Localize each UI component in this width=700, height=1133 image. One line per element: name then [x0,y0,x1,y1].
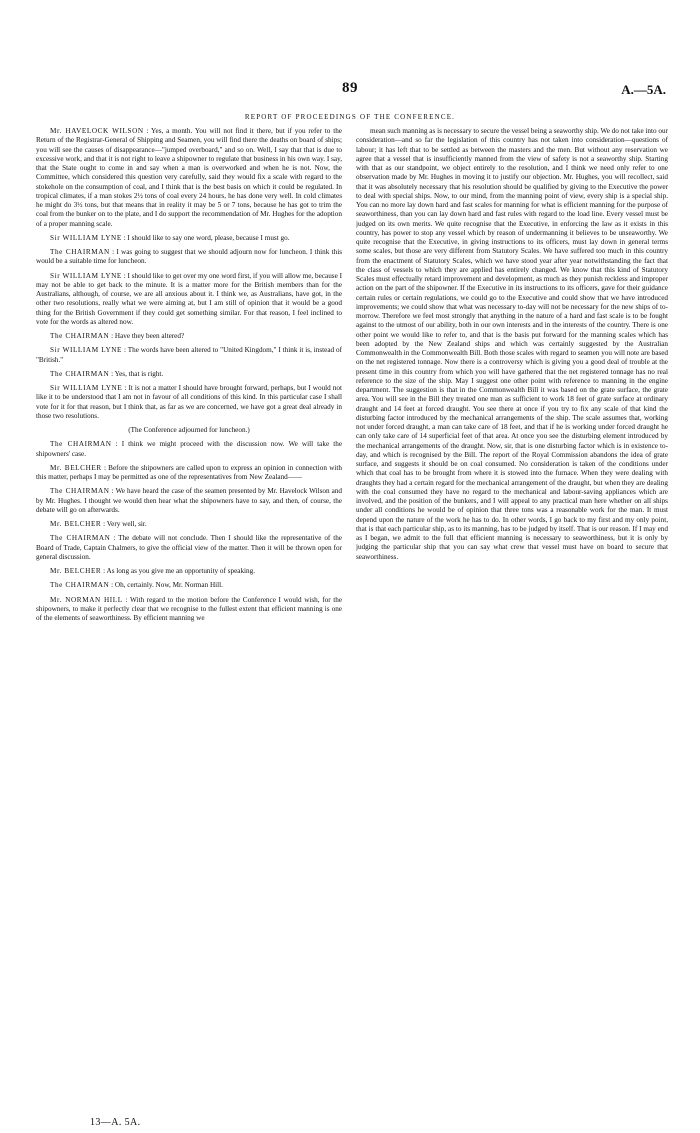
paragraph [36,346,342,365]
paragraph-text: : I was going to suggest that we should adjourn now for luncheon. I think this would be a suitable time for luncheon. [36,248,342,266]
speaker-name: Sir WILLIAM LYNE [50,271,122,280]
paragraph [36,272,342,328]
paragraph-text: : Very well, sir. [103,520,147,528]
speaker-name: Mr. BELCHER [50,463,102,472]
paragraph [36,370,342,379]
paragraph-text: : With regard to the motion before the Conference I would wish, for the shipowners, to make it perfectly clear that we recognise to the fullest extent that efficient manning is one of the elements of seaworthiness. By efficient manning we [36,595,342,622]
speaker-name: Mr. BELCHER [50,520,102,528]
speaker-name: The CHAIRMAN [50,487,110,496]
paragraph [36,384,342,421]
paragraph [36,581,342,590]
speaker-name: Mr. NORMAN HILL [50,595,123,604]
speaker-name: Mr. BELCHER [50,567,102,575]
speaker-name: Mr. HAVELOCK WILSON [50,127,144,135]
paragraph-text: : Have they been altered? [111,332,185,340]
paragraph [36,426,342,435]
speaker-name: The CHAIRMAN [50,534,111,543]
paragraph-text: : I think we might proceed with the discussion now. We will take the shipowners' case. [36,440,342,458]
speaker-name: The CHAIRMAN [50,332,110,340]
speaker-name: The CHAIRMAN [50,369,110,378]
speaker-name: Sir WILLIAM LYNE [50,384,123,392]
paragraph [36,440,342,459]
paragraph [36,487,342,515]
paragraph-text: : The words have been altered to "United Kingdom," I think it is, instead of "British." [36,346,342,364]
paragraph-text: : The debate will not conclude. Then I should like the representative of the Board of Trade, Captain Chalmers, to give the official view of the matter. Then it will be thrown open for general discussion. [36,534,342,561]
paragraph-text: : Oh, certainly. Now, Mr. Norman Hill. [111,581,223,590]
paragraph-text: : It is not a matter I should have brought forward, perhaps, but I would not like it to be understood that I am not in favour of all conditions of this kind. In this particular case I shall vote for it for that reason, but I think that, as far as we are concerned, we have got a great deal already in those two resolutions. [36,384,342,420]
paragraph [36,234,342,243]
paragraph [36,534,342,562]
left-column [36,127,342,1119]
paragraph [36,520,342,529]
paragraph-text: : We have heard the case of the seamen presented by Mr. Havelock Wilson and by Mr. Hughes. I thought we would then hear what the shipowners have to say, and then, of course, the debate will go on afterwards. [36,487,342,514]
speaker-name: The CHAIRMAN [50,248,110,256]
paragraph [36,464,342,483]
paragraph-text: : I should like to say one word, please, because I must go. [123,233,290,242]
speaker-name: Sir WILLIAM LYNE [50,233,122,242]
speaker-name: Sir WILLIAM LYNE [50,346,123,355]
page-number: 89 [342,80,358,96]
paragraph-text: : Yes, a month. You will not find it there, but if you refer to the Return of the Registrar-General of Shipping and Seamen, you will find there the deaths on board of ships; you will see the causes of disappearance—"jumped overboard," and so on. Well, I say that that is due to excessive work, and that it is not right to leave a shipowner to regulate that business in his own way. I say, that the State ought to come in and say when a man is overworked and when he is not. Now, the Committee, which considered this question very carefully, said they would fix a scale with regard to the stokehole on the consumption of coal, and I think that is the best basis on which it could be regulated. In tropical climates, if a man stokes 2½ tons of coal every 24 hours, he has done very well. In cold climates he might do 3½ tons, but that means that in reality it may be 5 or 7 tons, because he has got to trim the coal from the bunker on to the plate, and I do support the recommendation of Mr. Hughes for the adoption of a proper manning scale. [36,127,342,228]
speaker-name: The CHAIRMAN [50,440,112,449]
paragraph-text: mean such manning as is necessary to secure the vessel being a seaworthy ship. We do not take into our consideration—and so far the legislation of this country has not taken into consideration—questions of labour; it has left that to be settled as between the masters and the men. But without any reservation we agree that a vessel that is insufficiently manned from the view of safety is not a seaworthy ship. Starting with that as our standpoint, we object entirely to the resolution, and I think we need only refer to one observation made by Mr. Hughes in moving it to justify our objection. Mr. Hughes, you will recollect, said that it was absolutely necessary that his resolution should be qualified by giving to the Executive the power to deal with special ships. Now, to our mind, from the manning point of view, every ship is a special ship. You can no more lay down hard and fast scales for manning for what is efficient manning for the purpose of seaworthiness, than you can lay down hard and fast rules with regard to the load line. Every vessel must be judged on its own merits. We quite recognise that the Executive, in enforcing the law as it exists in this country, has power to stop any vessel which by reason of undermanning it believes to be unseaworthy. We quite recognise that the Executive, in giving instructions to its officers, must lay down in general terms some scales, but those are very different from Statutory Scales. We have suffered too much in this country from the enactment of Statutory Scales, which we have stood year after year notwithstanding the fact that the class of vessels to which they are applied has entirely changed. We know that this kind of Statutory Scales must effectually retard improvement and development, as much as they punish reckless and improper action on the part of the shipowner. If the Executive in its instructions to its officers, gave for their guidance certain rules or certain regulations, we could go to the Executive and could show that we have introduced improvements; we could show that what was necessary to-day will not be necessary for the new ships of to-morrow. Therefore we feel most strongly that anything in the nature of a hard and fast scale is to be fought against to the utmost of our ability, both in our own interests and in the interests of the country. There is one other point we would like to refer to, and that is the basis put forward for the manning scales which has been adopted by the New Zealand ships and which was certainly suggested by the Australian Commonwealth in the Commonwealth Bill. Both those scales with regard to seamen you will note are based on the net registered tonnage. Now there is a controversy which is giving you a good deal of trouble at the present time in this country from which you will have gathered that the net registered tonnage has no real reference to the size of the ship. May I suggest one other point with reference to manning in the engine department. The suggestion is that in the Commonwealth Bill it was based on the grate surface, the grate area. You will see in the Bill they treated one man as sufficient to work 18 feet of grate surface at ordinary draught and 14 feet at forced draught. You see there at once if you try to fix any scale of that kind the disturbing factor introduced by the mechanical arrangements of the ship. The scale assumes that, working not under forced draught, a man can take care of 18 feet, and that if he is working under forced draught he can only take care of 14 superficial feet of that area. At once you see the disturbing element introduced by the mechanical arrangements of the draught. Now, sir, that is one disturbing factor which is in existence to-day, and which is recognised by the Bill. The report of the Royal Commission abandons the idea of grate surface, and suggests it should be on coal consumed. No consideration is taken of the conditions under which that coal has to be brought from where it is stowed into the furnace. When they were dealing with draughts they had a certain regard for the mechanical arrangement of the draught, but when they are dealing with the coal consumed they have no regard to the mechanical and labour-saving appliances which are involved, and the position of the bunkers, and I will appeal to any practical man here whether on all ships under all conditions he would be of opinion that three tons was a reasonable work for the man. It must depend upon the nature of the work he has to do. In other words, I go back to my first and my only point, that is that each particular ship, as to its manning, has to be judged by itself. That is our reason. If I may end as I began, we admit to the full that efficient manning is necessary to seaworthiness, but it is only by judging the particular ship that you can say what crew that vessel must have on board to secure that seaworthiness. [356,127,668,561]
paragraph [36,127,342,229]
paragraph-text: (The Conference adjourned for luncheon.) [128,426,250,434]
paragraph [356,127,668,562]
paragraph-text: : As long as you give me an opportunity of speaking. [103,567,256,575]
paragraph [36,332,342,341]
speaker-name: The CHAIRMAN [50,581,110,590]
signature-mark: 13—A. 5A. [90,1117,141,1128]
report-title: REPORT OF PROCEEDINGS OF THE CONFERENCE. [244,113,456,121]
right-column [356,127,668,1119]
paragraph-text: : Yes, that is right. [111,369,164,378]
paragraph [36,567,342,576]
paragraph [36,596,342,624]
paragraph-text: : Before the shipowners are called upon to express an opinion in connection with this matter, perhaps I may be permitted as one of the representatives from New Zealand—— [36,463,342,481]
paragraph [36,248,342,267]
paragraph-text: : I should like to get over my one word first, if you will allow me, because I may not be able to get back to the minute. It is a matter more for the British members than for the Australians, although, of course, we are all anxious about it. I think we, as Australians, have got, in the other two resolutions, really what we were aiming at, but I am still of opinion that it would be a good thing for the British Government if they could get something similar. For that reason, I feel inclined to vote for the words as altered now. [36,271,342,326]
page-reference: A.—5A. [621,82,666,97]
